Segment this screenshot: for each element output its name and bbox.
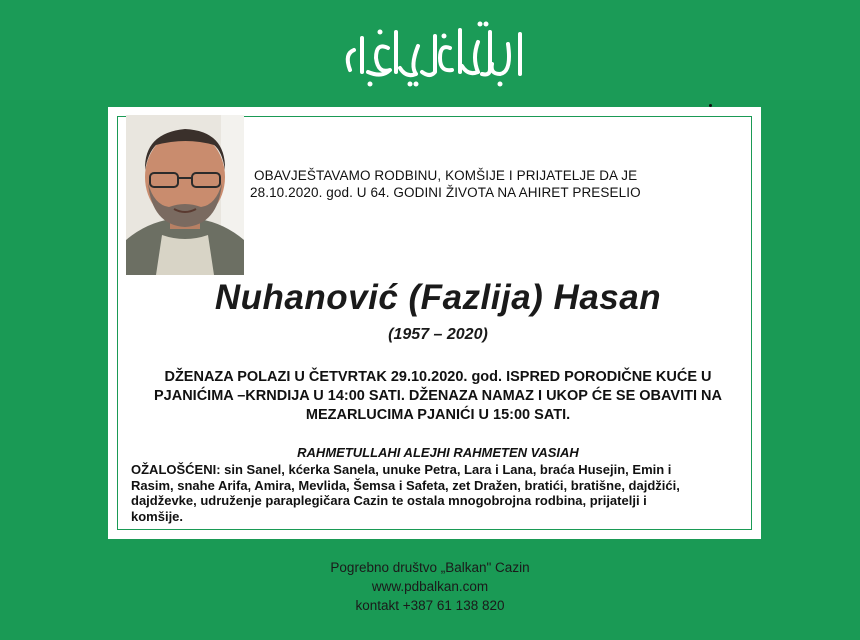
portrait-photo bbox=[126, 115, 244, 275]
funeral-home-name: Pogrebno društvo „Balkan" Cazin bbox=[330, 560, 530, 575]
announcement-line-2: 28.10.2020. god. U 64. GODINI ŽIVOTA NA AHIRET PRESELIO bbox=[250, 185, 641, 200]
mourners-line-4: komšije. bbox=[131, 508, 184, 524]
funeral-line-1: DŽENAZA POLAZI U ČETVRTAK 29.10.2020. god. ISPRED PORODIČNE KUĆE U bbox=[164, 369, 712, 385]
announcement-line-1: OBAVJEŠTAVAMO RODBINU, KOMŠIJE I PRIJATELJE DA JE bbox=[254, 168, 638, 183]
funeral-home-contact: kontakt +387 61 138 820 bbox=[355, 598, 505, 613]
mourners-line-3: dajdževke, udruženje paraplegičara Cazin te ostala mnogobrojna rodbina, prijatelji i bbox=[131, 493, 647, 508]
mourners-list bbox=[131, 462, 737, 524]
life-years: (1957 – 2020) bbox=[388, 326, 488, 343]
funeral-line-3: MEZARLUCIMA PJANIĆI U 15:00 SATI. bbox=[305, 407, 571, 423]
funeral-home-website: www.pdbalkan.com bbox=[371, 579, 489, 594]
deceased-name: Nuhanović (Fazlija) Hasan bbox=[214, 278, 662, 317]
funeral-line-2: PJANIĆIMA –KRNDIJA U 14:00 SATI. DŽENAZA NAMAZ I UKOP ĆE SE OBAVITI NA bbox=[154, 388, 722, 404]
announcement-text bbox=[252, 167, 722, 201]
mourners-line-1: OŽALOŠĆENI: sin Sanel, kćerka Sanela, unuke Petra, Lara i Lana, braća Husejin, Emin i bbox=[131, 462, 672, 477]
funeral-details bbox=[118, 368, 758, 425]
prayer-line: RAHMETULLAHI ALEJHI RAHMETEN VASIAH bbox=[297, 445, 579, 460]
mourners-line-2: Rasim, snahe Arifa, Amira, Mevlida, Šemsa i Safeta, zet Dražen, bratići, bratišne, dajdžići, bbox=[131, 477, 680, 493]
arabic-calligraphy-logo bbox=[340, 14, 530, 94]
funeral-home-footer bbox=[0, 558, 860, 615]
